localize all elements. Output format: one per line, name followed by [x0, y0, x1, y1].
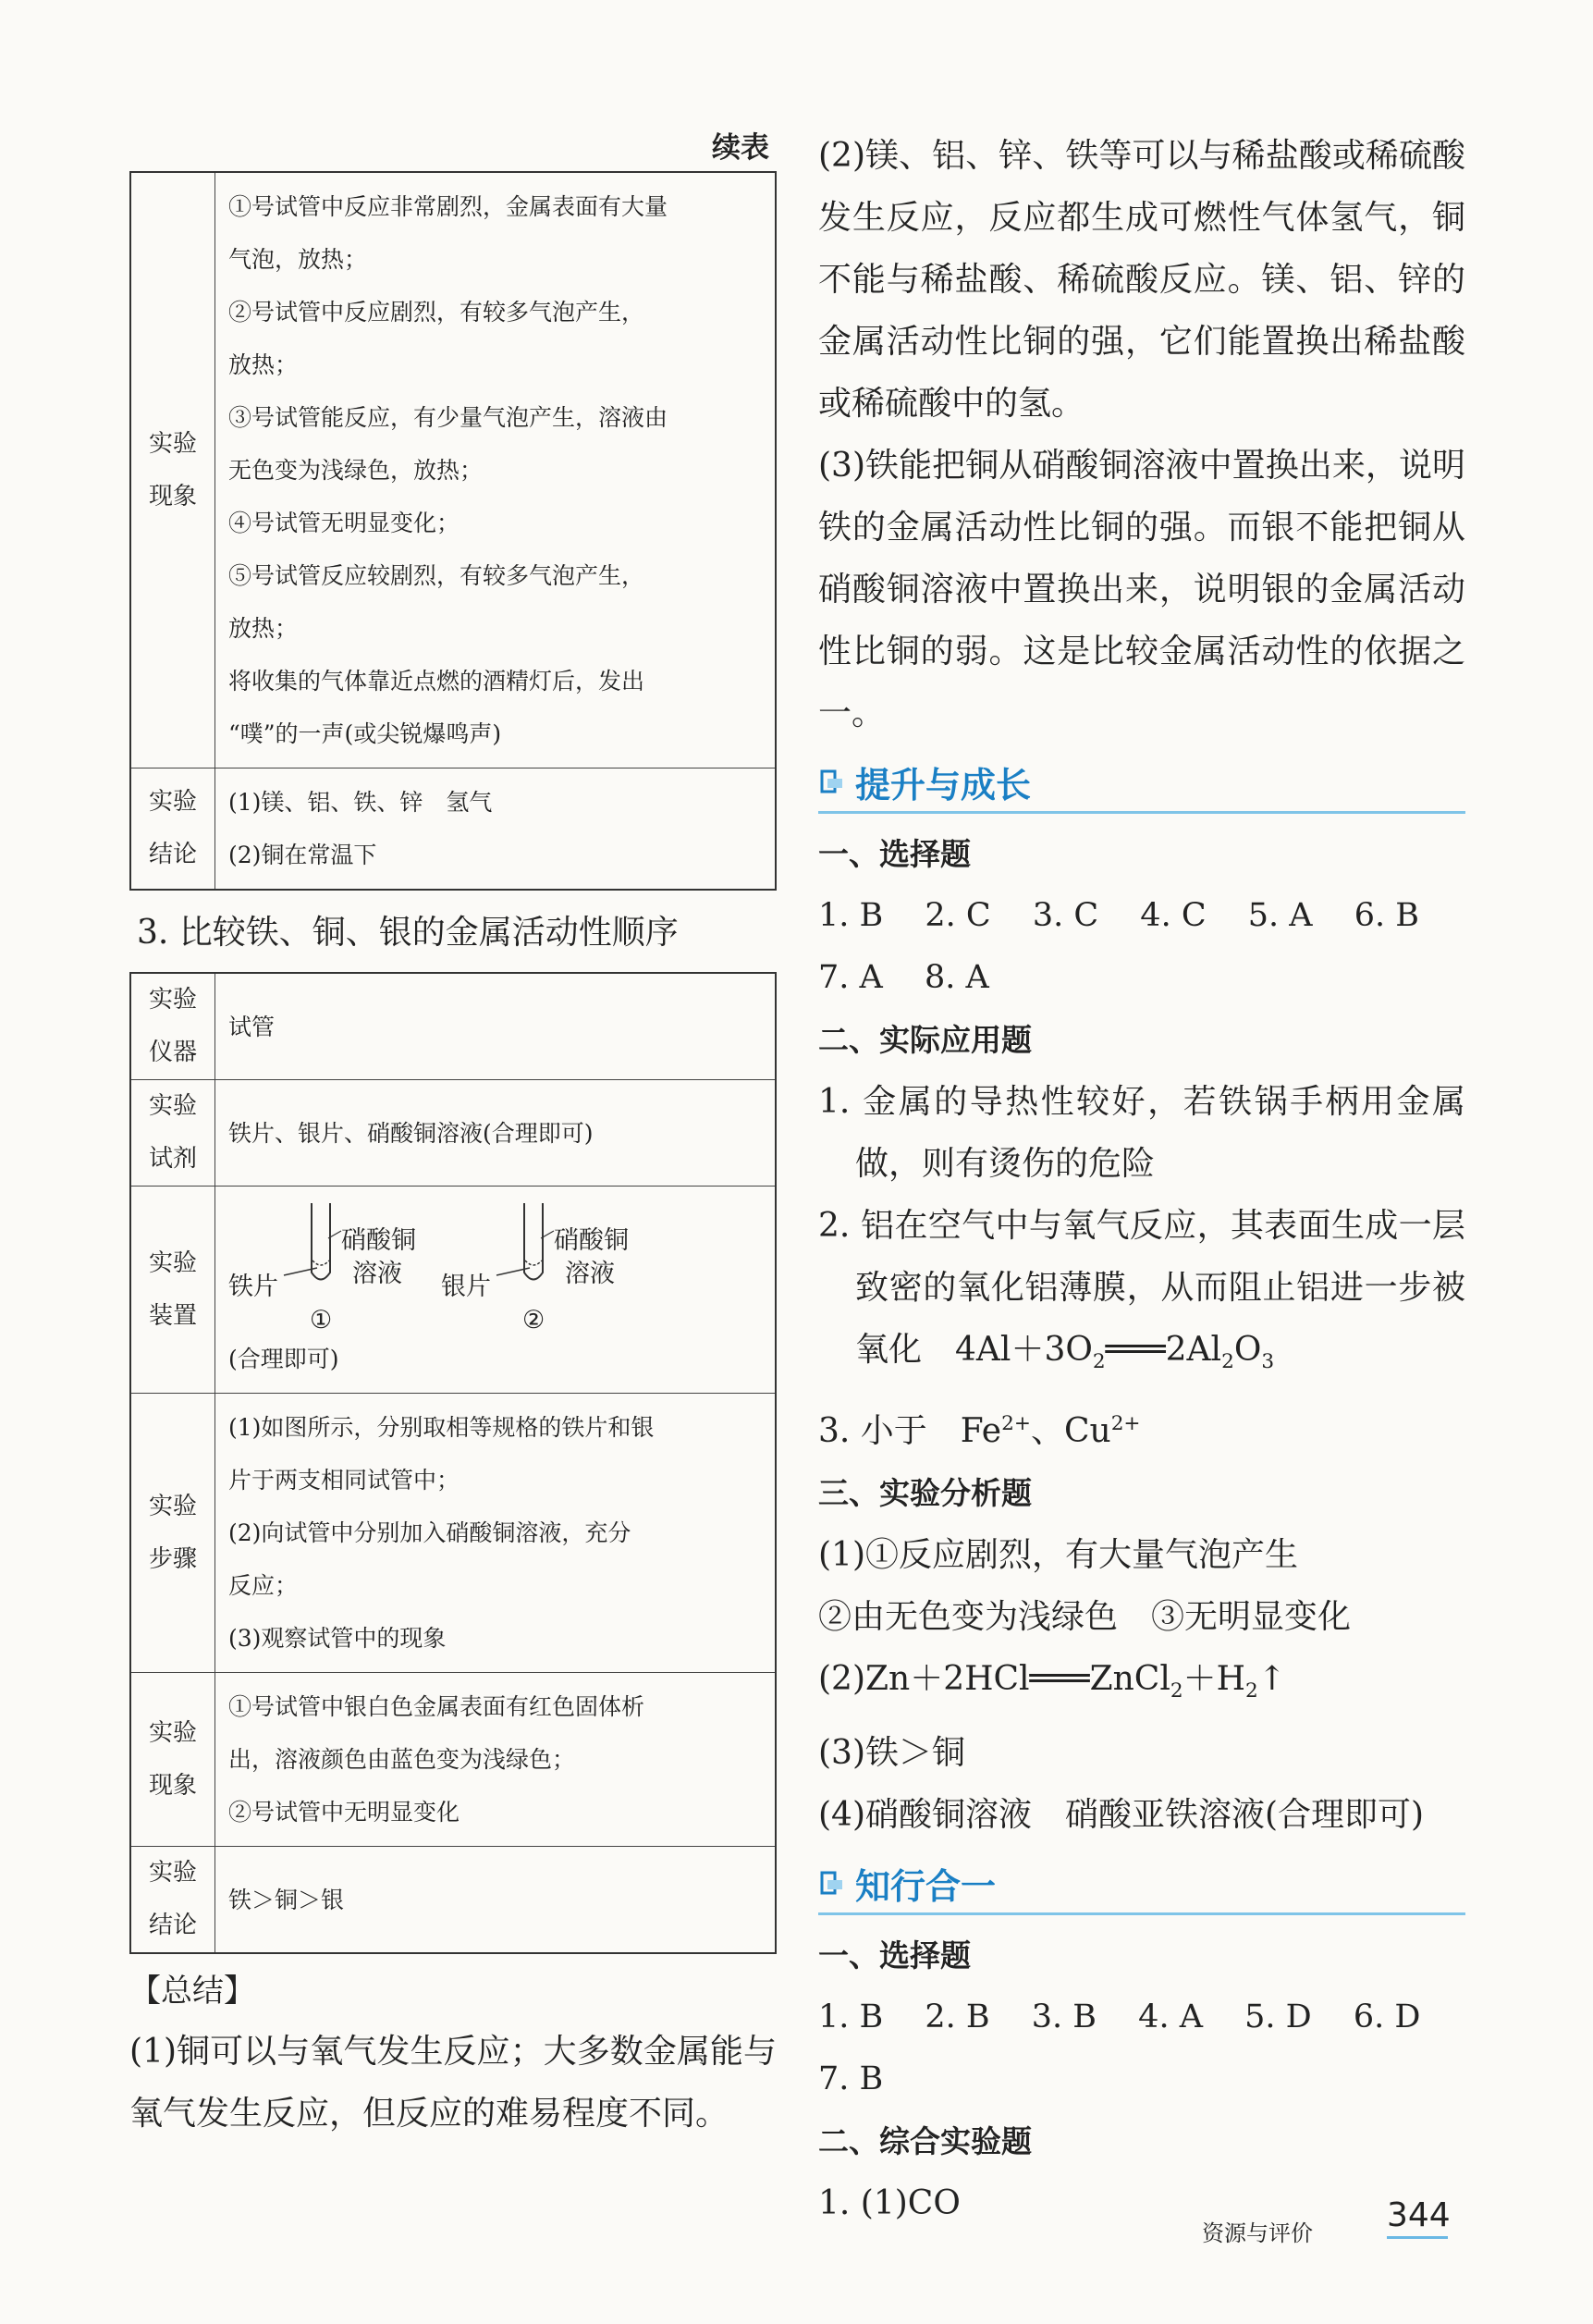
row-value: 试管	[215, 973, 777, 1080]
section-heading: 二、综合实验题	[818, 2123, 1032, 2160]
table-row	[130, 1187, 776, 1394]
section-heading: 一、选择题	[818, 836, 971, 872]
paragraph-3: (3)铁能把铜从硝酸铜溶液中置换出来，说明铁的金属活动性比铜的强。而银不能把铜从硝酸铜溶液中置换出来，说明银的金属活动性比铜的弱。这是比较金属活动性的依据之一。	[818, 447, 1465, 732]
row-label: 实验 结论	[130, 769, 215, 891]
answer-item: 1. B	[818, 1998, 884, 2036]
section-banner-1	[818, 752, 1465, 814]
table-row	[130, 973, 776, 1080]
row-value: ①号试管中反应非常剧烈，金属表面有大量 气泡，放热； ②号试管中反应剧烈，有较多气泡产生， 放热； ③号试管能反应，有少量气泡产生，溶液由 无色变为浅绿色，放热； ④号试管无明显变化； ⑤号试管反应较剧烈，有较多气泡产生， 放热； 将收集的气体靠近点燃的酒精灯后，发出 “噗”的一声(或尖锐爆鸣声)	[215, 172, 777, 769]
answer-item: 7. B	[818, 2060, 884, 2098]
answer-item: 6. D	[1353, 1998, 1421, 2036]
bookmark-icon	[818, 1869, 846, 1897]
table-row	[130, 1394, 776, 1673]
tube1-solution-label: 硝酸铜	[341, 1226, 416, 1255]
row-label: 实验 步骤	[130, 1394, 215, 1673]
answer-item: 5. D	[1244, 1998, 1312, 2036]
table-row	[130, 1673, 776, 1847]
row-label: 实验 装置	[130, 1187, 215, 1394]
row-value: 铁＞铜＞银	[215, 1847, 777, 1954]
table-row	[130, 769, 776, 891]
row-label: 实验 现象	[130, 172, 215, 769]
apparatus-diagram	[228, 1194, 709, 1333]
answer-paragraph: ②由无色变为浅绿色 ③无明显变化	[818, 1598, 1352, 1637]
experiment-table-1	[129, 171, 777, 891]
answer-item: 6. B	[1354, 897, 1419, 934]
answer-paragraph: (3)铁＞铜	[818, 1734, 965, 1773]
row-label: 实验 试剂	[130, 1080, 215, 1187]
row-value: ①号试管中银白色金属表面有红色固体析 出，溶液颜色由蓝色变为浅绿色； ②号试管中无明显变化	[215, 1673, 777, 1847]
tube2-metal-label: 银片	[441, 1273, 491, 1301]
answer-paragraph: 3. 小于 $Fe^{2+}$、$Cu^{2+}$	[818, 1412, 1141, 1451]
answer-item: 3. C	[1032, 897, 1099, 934]
table-row	[130, 172, 776, 769]
table-row	[130, 1847, 776, 1954]
banner-title: 知行合一	[855, 1865, 997, 1907]
tube2-solution-label-2: 溶液	[565, 1260, 615, 1288]
answer-item: 8. A	[924, 959, 989, 996]
section-banner-2	[818, 1853, 1465, 1915]
footer-label: 资源与评价	[1202, 2220, 1313, 2246]
answer-item: 2. C	[925, 897, 991, 934]
answer-list	[818, 1986, 1465, 2110]
tube2-solution-label: 硝酸铜	[554, 1226, 629, 1255]
answer-paragraph: (4)硝酸铜溶液 硝酸亚铁溶液(合理即可)	[818, 1796, 1425, 1835]
section-heading: 三、实验分析题	[818, 1475, 1032, 1512]
page-number: 344	[1387, 2196, 1451, 2234]
table-row	[130, 1080, 776, 1187]
answer-paragraph: $(2)Zn+2HCl═══ZnCl_2+H_2↑$	[818, 1660, 1286, 1703]
apparatus-note: (合理即可)	[228, 1346, 339, 1372]
answer-item: 4. A	[1138, 1998, 1203, 2036]
row-value: 铁片、银片、硝酸铜溶液(合理即可)	[215, 1080, 777, 1187]
left-column	[129, 125, 777, 2145]
apparatus-cell	[215, 1187, 777, 1394]
summary-text: (1)铜可以与氧气发生反应；大多数金属能与氧气发生反应，但反应的难易程度不同。	[129, 2033, 777, 2133]
paragraph-2: (2)镁、铝、锌、铁等可以与稀盐酸或稀硫酸发生反应，反应都生成可燃性气体氢气，铜不能与稀盐酸、稀硫酸反应。镁、铝、锌的金属活动性比铜的强，它们能置换出稀盐酸或稀硫酸中的氢。	[818, 137, 1465, 423]
tube2-number: ②	[522, 1306, 545, 1334]
tube1-number: ①	[310, 1306, 333, 1334]
row-label: 实验 现象	[130, 1673, 215, 1847]
answer-list	[818, 885, 1465, 1009]
right-column	[818, 125, 1465, 2234]
answer-paragraph: 2. 铝在空气中与氧气反应，其表面生成一层致密的氧化铝薄膜，从而阻止铝进一步被氧化 $4Al+3O_2═══2Al_2O_3$	[818, 1207, 1465, 1374]
answer-paragraph: (1)①反应剧烈，有大量气泡产生	[818, 1536, 1298, 1575]
tube1-solution-label-2: 溶液	[352, 1260, 402, 1288]
answer-paragraph: 1. (1)CO	[818, 2184, 961, 2223]
section-3-title: 3. 比较铁、铜、银的金属活动性顺序	[137, 914, 679, 952]
summary-heading: 【总结】	[129, 1973, 255, 2010]
answer-item: 5. A	[1247, 897, 1313, 934]
section-heading: 一、选择题	[818, 1937, 971, 1974]
row-label: 实验 结论	[130, 1847, 215, 1954]
answer-item: 1. B	[818, 897, 884, 934]
continued-table-label: 续表	[712, 131, 769, 165]
row-value: (1)镁、铝、铁、锌 氢气 (2)铜在常温下	[215, 769, 777, 891]
answer-item: 3. B	[1031, 1998, 1097, 2036]
answer-item: 7. A	[818, 959, 883, 996]
row-value: (1)如图所示，分别取相等规格的铁片和银 片于两支相同试管中； (2)向试管中分别加入硝酸铜溶液，充分 反应； (3)观察试管中的现象	[215, 1394, 777, 1673]
row-label: 实验 仪器	[130, 973, 215, 1080]
page-number-underline	[1387, 2236, 1448, 2239]
tube1-metal-label: 铁片	[228, 1273, 278, 1301]
experiment-table-2	[129, 972, 777, 1954]
answer-paragraph: 1. 金属的导热性较好，若铁锅手柄用金属做，则有烫伤的危险	[818, 1083, 1465, 1183]
answer-item: 4. C	[1140, 897, 1207, 934]
equation: $4Al+3O_2═══2Al_2O_3$	[955, 1331, 1275, 1374]
section-heading: 二、实际应用题	[818, 1022, 1032, 1058]
answer-item: 2. B	[925, 1998, 990, 2036]
banner-title: 提升与成长	[855, 764, 1032, 805]
bookmark-icon	[818, 768, 846, 795]
